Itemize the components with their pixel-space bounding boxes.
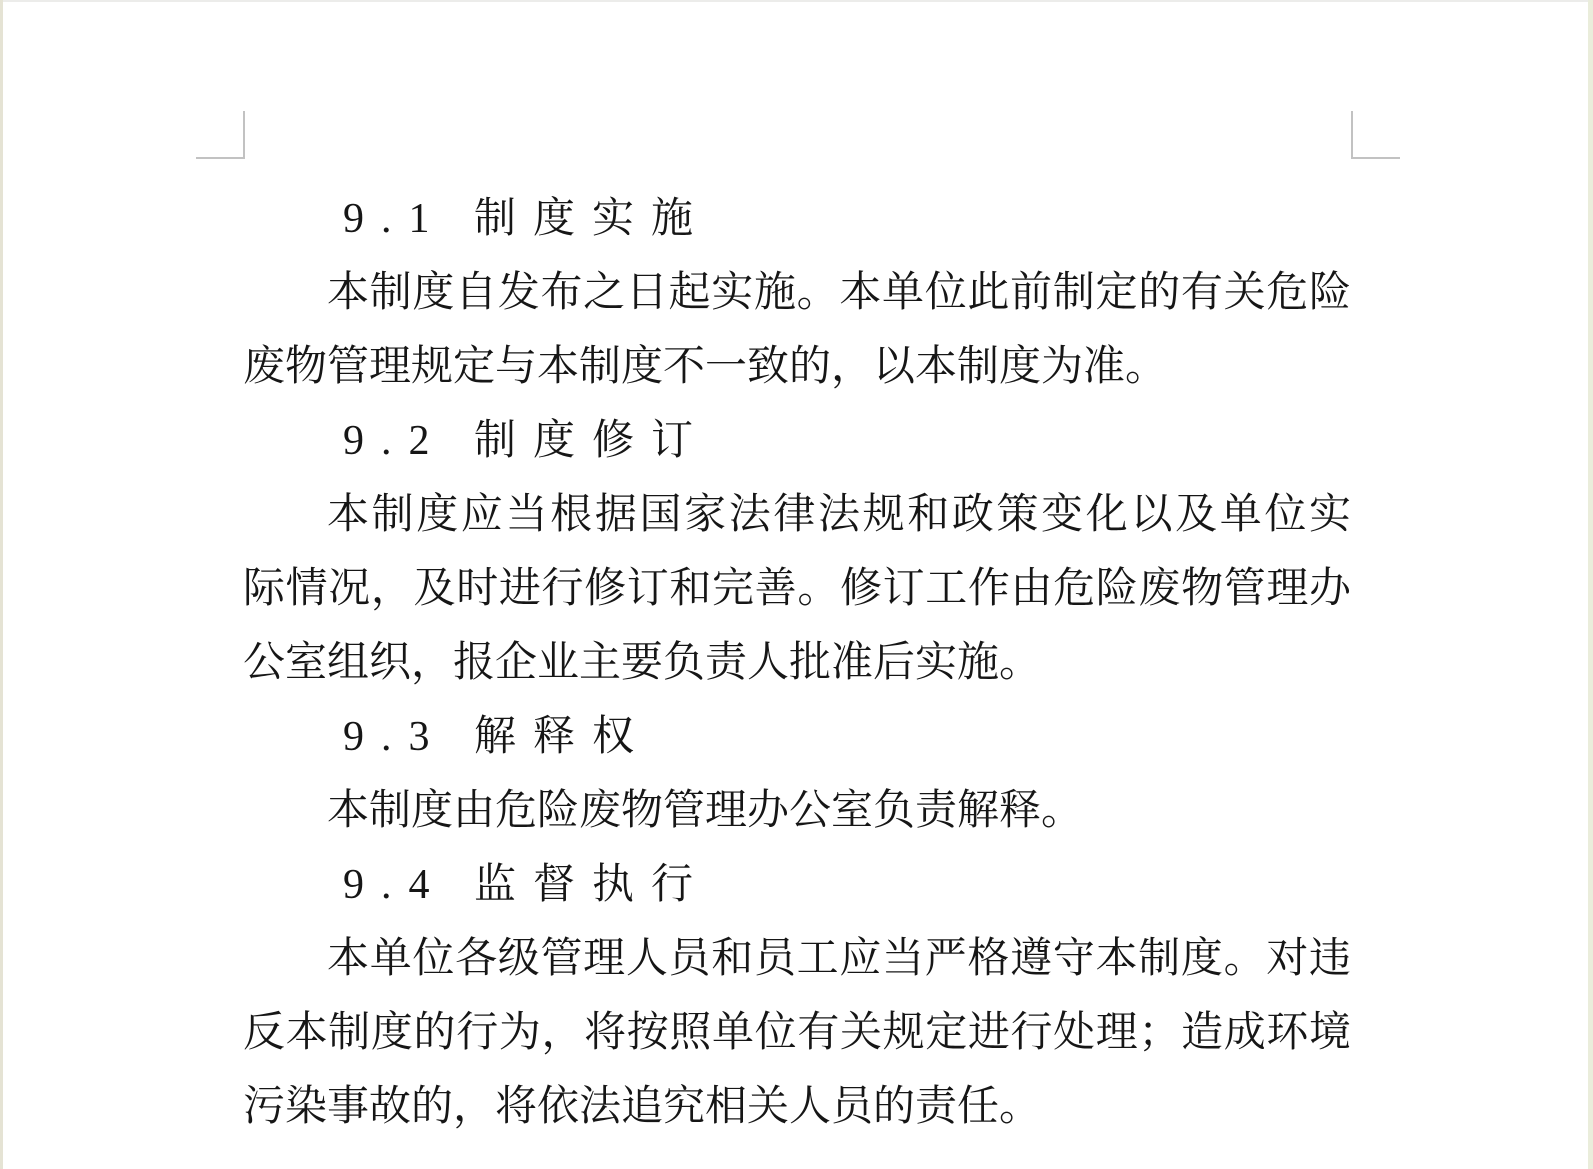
paragraph-line[interactable]: 际情况，及时进行修订和完善。修订工作由危险废物管理办 xyxy=(243,566,1351,612)
margin-crop-mark-top-right xyxy=(1351,111,1400,159)
app-background-edge-right xyxy=(1588,0,1593,1169)
paragraph-line[interactable]: 废物管理规定与本制度不一致的，以本制度为准。 xyxy=(243,344,1168,390)
paragraph-line[interactable]: 本制度自发布之日起实施。本单位此前制定的有关危险 xyxy=(327,270,1351,316)
document-text-area[interactable] xyxy=(243,182,1351,1144)
section-heading[interactable]: 9.1 制度实施 xyxy=(343,196,711,242)
paragraph-line[interactable]: 本制度由危险废物管理办公室负责解释。 xyxy=(327,788,1084,834)
app-background-edge-top xyxy=(0,0,1593,2)
paragraph-line[interactable]: 本单位各级管理人员和员工应当严格遵守本制度。对违 xyxy=(327,936,1351,982)
paragraph-line[interactable]: 反本制度的行为，将按照单位有关规定进行处理；造成环境 xyxy=(243,1010,1351,1056)
section-heading[interactable]: 9.3 解释权 xyxy=(343,714,652,760)
paragraph-line[interactable]: 污染事故的，将依法追究相关人员的责任。 xyxy=(243,1084,1042,1130)
margin-crop-mark-top-left xyxy=(196,111,245,159)
section-heading[interactable]: 9.4 监督执行 xyxy=(343,862,711,908)
section-heading[interactable]: 9.2 制度修订 xyxy=(343,418,711,464)
app-background-edge-left xyxy=(0,0,3,1169)
paragraph-line[interactable]: 公室组织，报企业主要负责人批准后实施。 xyxy=(243,640,1042,686)
paragraph-line[interactable]: 本制度应当根据国家法律法规和政策变化以及单位实 xyxy=(327,492,1351,538)
